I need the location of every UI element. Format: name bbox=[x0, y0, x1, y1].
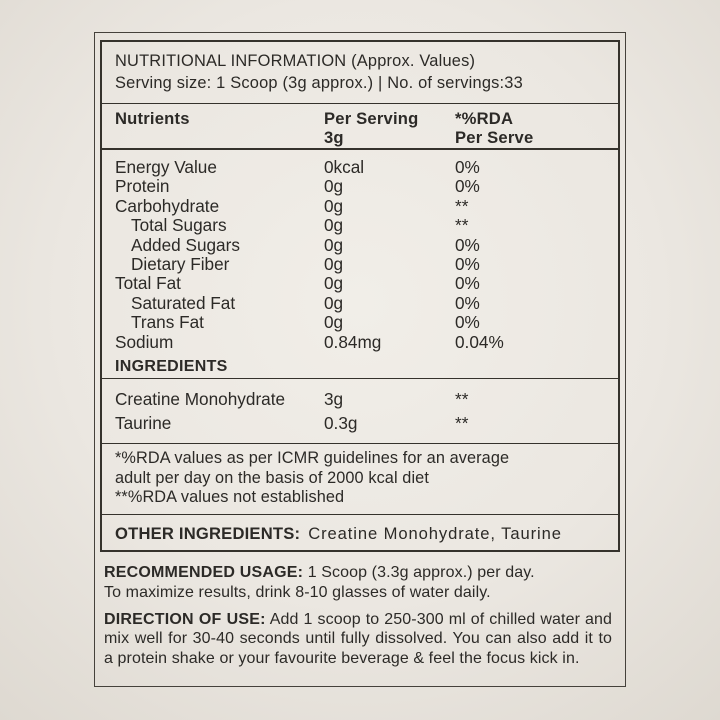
column-rda: *%RDA Per Serve bbox=[455, 109, 534, 147]
column-nutrients: Nutrients bbox=[115, 109, 190, 128]
label-title: NUTRITIONAL INFORMATION (Approx. Values) bbox=[115, 52, 476, 70]
nutrient-amount: 0g bbox=[324, 215, 344, 236]
ingredient-rda: ** bbox=[455, 412, 469, 433]
table-row bbox=[115, 158, 605, 177]
nutrient-amount: 0g bbox=[324, 312, 344, 333]
footnote-line: *%RDA values as per ICMR guidelines for an average bbox=[115, 449, 510, 467]
nutrient-amount: 0.84mg bbox=[324, 331, 382, 352]
nutrient-amount: 0g bbox=[324, 254, 344, 275]
nutrient-name: Total Sugars bbox=[131, 215, 227, 236]
nutrient-rda: 0% bbox=[455, 273, 480, 294]
recommended-usage: RECOMMENDED USAGE: 1 Scoop (3.3g approx.) per day. bbox=[104, 564, 535, 581]
table-row bbox=[115, 294, 605, 313]
ingredients-table bbox=[102, 379, 618, 443]
recommended-usage-line2: To maximize results, drink 8-10 glasses of water daily. bbox=[104, 583, 491, 601]
nutrient-name: Trans Fat bbox=[131, 312, 204, 333]
table-row bbox=[115, 333, 605, 352]
ingredient-name: Taurine bbox=[115, 412, 172, 433]
table-row bbox=[115, 177, 605, 196]
serving-info: Serving size: 1 Scoop (3g approx.) | No. of servings:33 bbox=[115, 73, 523, 92]
ingredient-name: Creatine Monohydrate bbox=[115, 389, 286, 409]
recommended-usage-label: RECOMMENDED USAGE: bbox=[104, 564, 304, 581]
nutrient-amount: 0g bbox=[324, 195, 344, 216]
direction-of-use: DIRECTION OF USE: Add 1 scoop to 250-300 ml of chilled water and mix well for 30-40 seconds until fully dissolved. You can also add it to a protein shake or your favourite beverage & feel the focus kick in. bbox=[104, 610, 612, 667]
table-row bbox=[115, 255, 605, 274]
rda-footnote bbox=[102, 443, 618, 514]
nutrient-name: Total Fat bbox=[115, 273, 181, 294]
table-row bbox=[115, 274, 605, 293]
table-row bbox=[115, 236, 605, 255]
other-ingredients-row bbox=[102, 514, 618, 550]
nutrient-rda: 0% bbox=[455, 254, 480, 275]
ingredient-amount: 0.3g bbox=[324, 412, 358, 433]
nutrient-rda: 0.04% bbox=[455, 331, 504, 352]
nutrient-amount: 0kcal bbox=[324, 157, 365, 177]
nutrient-rda: ** bbox=[455, 215, 469, 236]
table-row bbox=[115, 197, 605, 216]
usage-section bbox=[100, 552, 614, 668]
nutrient-name: Added Sugars bbox=[131, 234, 240, 255]
nutrient-name: Carbohydrate bbox=[115, 195, 220, 216]
nutrient-amount: 0g bbox=[324, 234, 344, 255]
nutrient-rda: 0% bbox=[455, 234, 480, 255]
nutrient-name: Dietary Fiber bbox=[131, 254, 230, 275]
ingredient-amount: 3g bbox=[324, 389, 344, 409]
table-row bbox=[115, 388, 605, 412]
nutrient-rda: 0% bbox=[455, 176, 480, 197]
nutrient-amount: 0g bbox=[324, 176, 344, 197]
table-row bbox=[115, 412, 605, 436]
other-ingredients-value: Creatine Monohydrate, Taurine bbox=[308, 524, 562, 543]
label-outer-frame bbox=[94, 32, 626, 687]
nutrition-facts-box bbox=[100, 40, 620, 552]
nutrient-name: Saturated Fat bbox=[131, 292, 236, 313]
other-ingredients-label: OTHER INGREDIENTS: bbox=[115, 524, 301, 543]
nutrient-name: Protein bbox=[115, 176, 170, 197]
nutrient-amount: 0g bbox=[324, 273, 344, 294]
ingredient-rda: ** bbox=[455, 389, 469, 409]
nutrient-rda: ** bbox=[455, 195, 469, 216]
footnote-line: adult per day on the basis of 2000 kcal diet bbox=[115, 468, 429, 487]
nutrient-rda: 0% bbox=[455, 312, 480, 333]
label-header bbox=[102, 42, 618, 104]
nutrient-name: Energy Value bbox=[115, 157, 217, 177]
column-header-row bbox=[102, 104, 618, 150]
nutrient-rda: 0% bbox=[455, 157, 480, 177]
table-row bbox=[115, 313, 605, 332]
nutrient-name: Sodium bbox=[115, 331, 174, 352]
ingredients-header: INGREDIENTS bbox=[102, 355, 618, 379]
column-per-serving: Per Serving 3g bbox=[324, 109, 419, 147]
table-row bbox=[115, 216, 605, 235]
nutrient-table bbox=[102, 150, 618, 355]
nutrient-rda: 0% bbox=[455, 292, 480, 313]
nutrient-amount: 0g bbox=[324, 292, 344, 313]
direction-of-use-label: DIRECTION OF USE: bbox=[104, 610, 266, 628]
footnote-line: **%RDA values not established bbox=[115, 488, 345, 507]
